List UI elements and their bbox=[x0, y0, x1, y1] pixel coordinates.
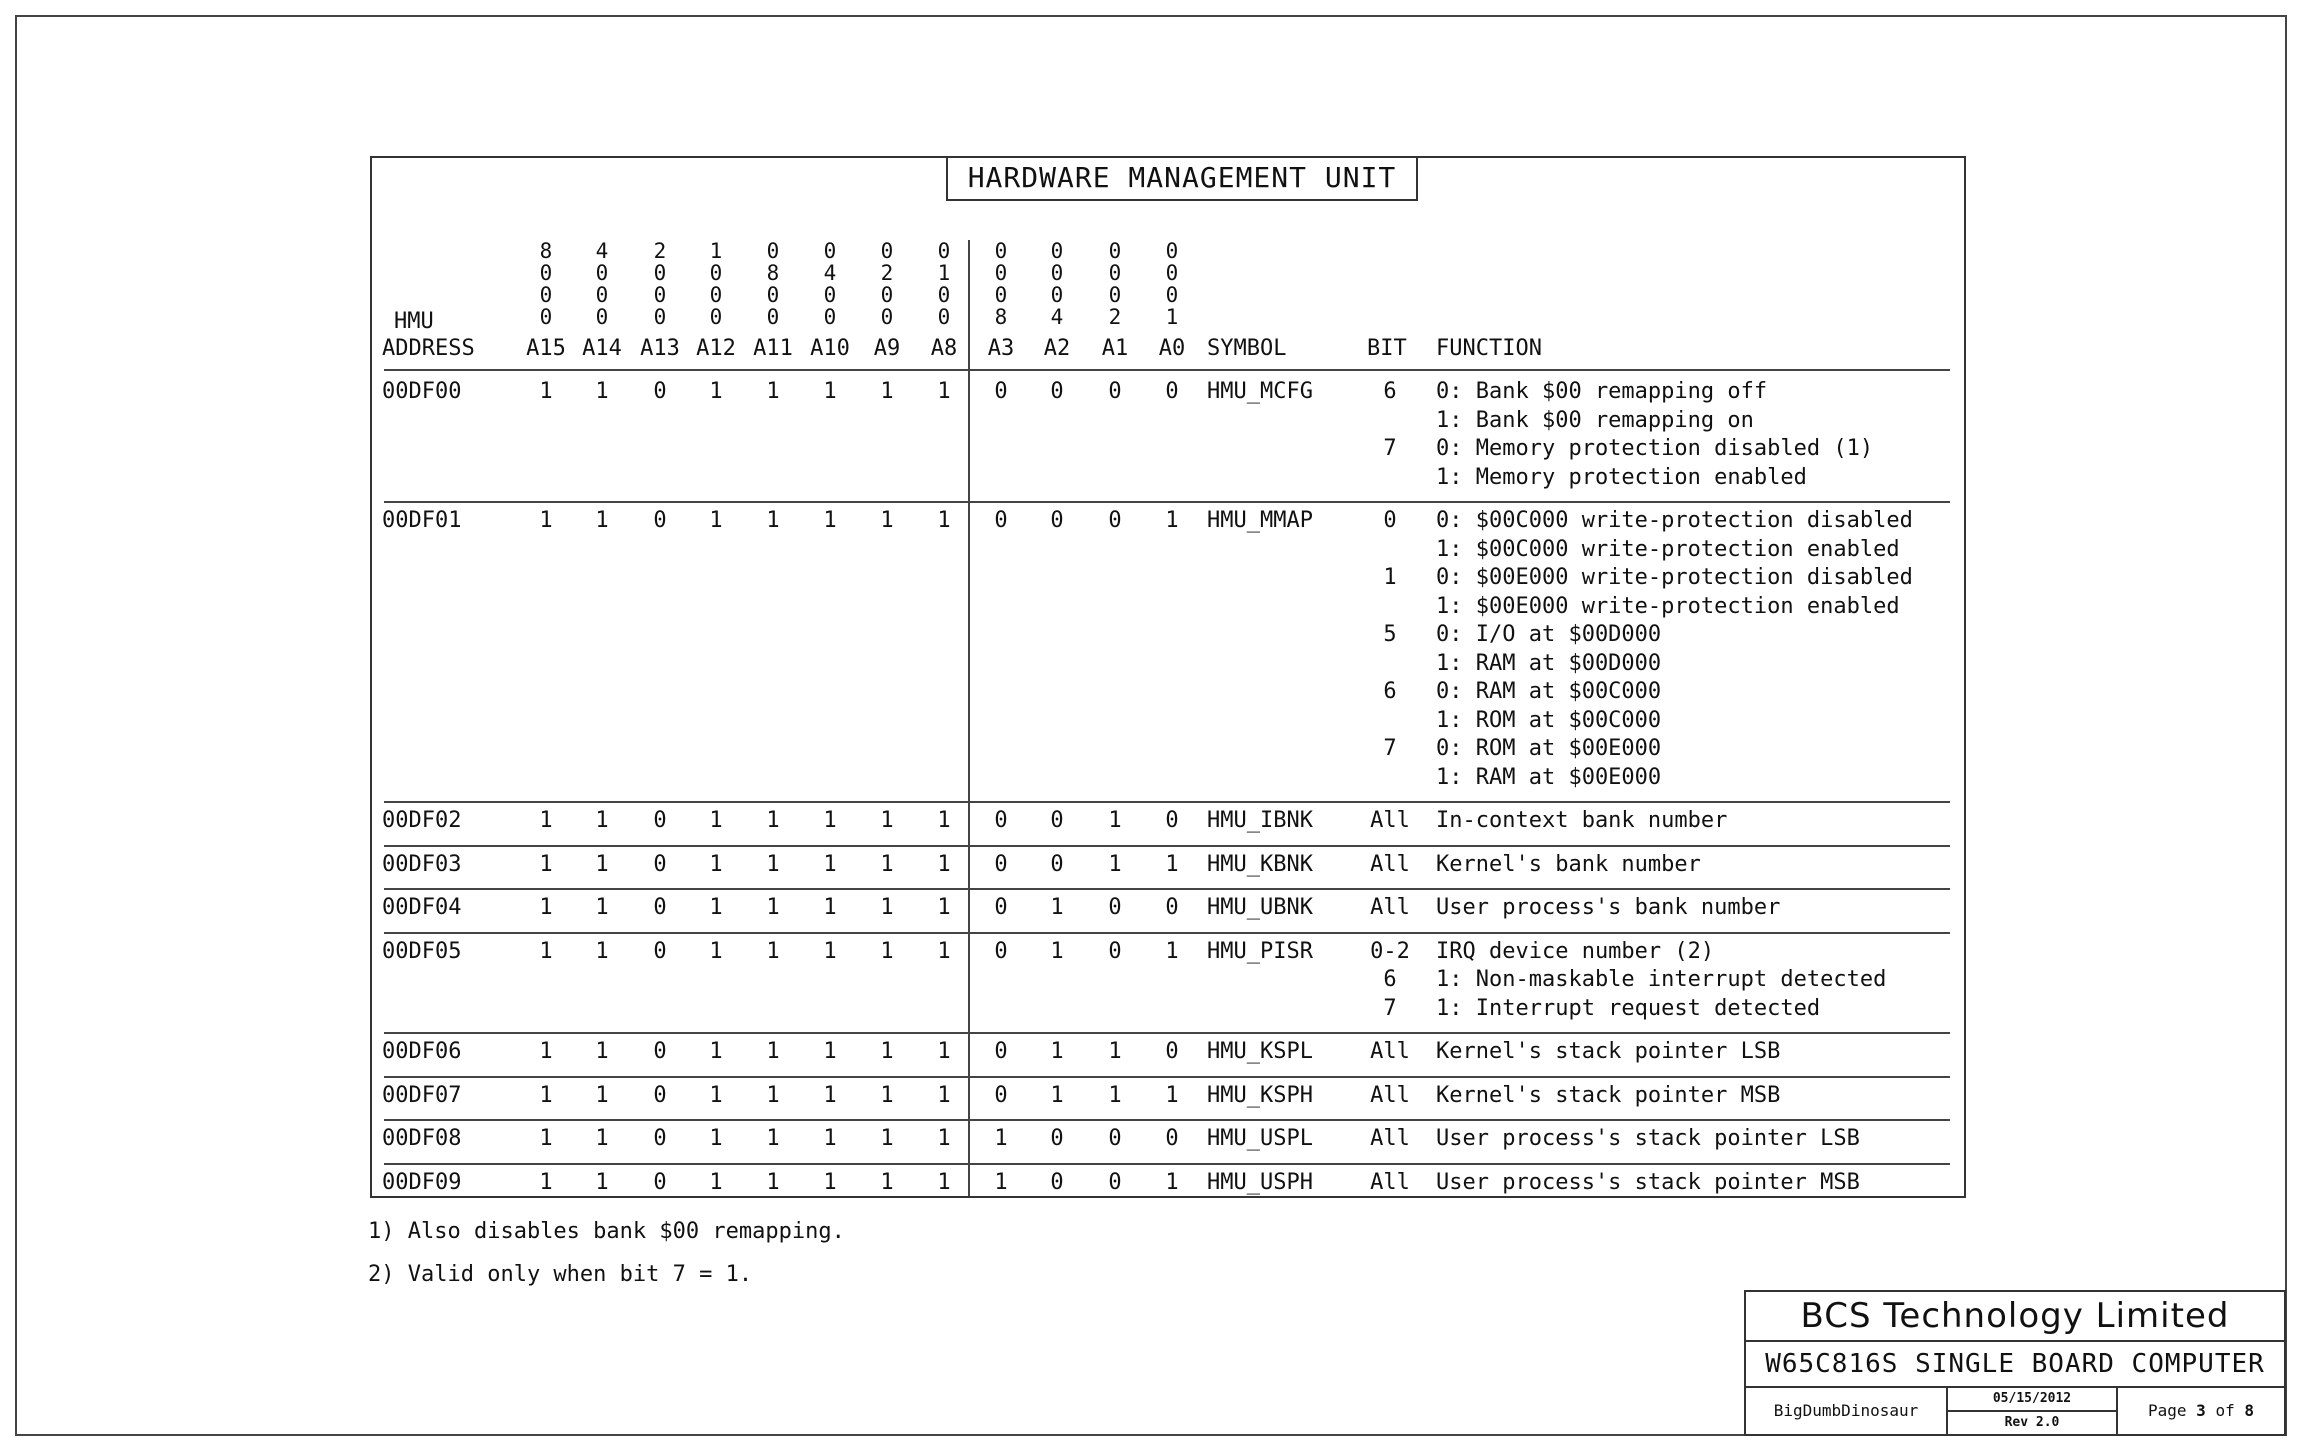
function-bit: 6 bbox=[1383, 379, 1397, 404]
register-symbol: HMU_UBNK bbox=[1207, 895, 1313, 920]
function-text: 0: $00E000 write-protection disabled bbox=[1436, 565, 1913, 590]
row-divider bbox=[384, 932, 1950, 934]
register-symbol: HMU_MMAP bbox=[1207, 508, 1313, 533]
register-address: 00DF07 bbox=[382, 1082, 462, 1108]
register-bit: 1 bbox=[937, 1082, 951, 1108]
header-a8: A8 bbox=[930, 336, 958, 361]
function-bit: 5 bbox=[1383, 622, 1397, 647]
register-bit: 0 bbox=[653, 895, 667, 920]
register-bit: 1 bbox=[709, 1169, 723, 1195]
register-bit: 1 bbox=[937, 508, 951, 533]
function-bit: 1 bbox=[1383, 565, 1397, 590]
register-bit: 1 bbox=[1165, 1082, 1179, 1108]
register-bit: 1 bbox=[937, 895, 951, 920]
bit-weight-digit: 0 bbox=[709, 305, 723, 329]
function-text: 1: $00E000 write-protection enabled bbox=[1436, 593, 1900, 619]
function-text: 0: I/O at $00D000 bbox=[1436, 622, 1662, 647]
register-bit: 0 bbox=[1108, 1126, 1122, 1151]
register-bit: 1 bbox=[823, 1126, 837, 1151]
register-bit: 1 bbox=[1165, 508, 1179, 533]
register-symbol: HMU_MCFG bbox=[1207, 379, 1313, 404]
author: BigDumbDinosaur bbox=[1746, 1388, 1948, 1434]
bit-weight-digit: 0 bbox=[880, 239, 894, 263]
bit-weight-digit: 2 bbox=[653, 239, 667, 263]
register-bit: 1 bbox=[539, 851, 553, 877]
header-function: FUNCTION bbox=[1436, 336, 1542, 361]
register-bit: 1 bbox=[880, 1082, 894, 1108]
header-a14: A14 bbox=[582, 336, 622, 361]
header-a13: A13 bbox=[640, 336, 680, 361]
register-symbol: HMU_USPL bbox=[1207, 1126, 1313, 1151]
register-bit: 1 bbox=[880, 851, 894, 877]
register-bit: 0 bbox=[1108, 1169, 1122, 1195]
page-of: of bbox=[2215, 1401, 2235, 1420]
register-bit: 0 bbox=[1050, 379, 1064, 404]
register-bit: 0 bbox=[653, 938, 667, 964]
register-address: 00DF06 bbox=[382, 1039, 462, 1064]
register-bit: 1 bbox=[823, 1169, 837, 1195]
function-bit: 0 bbox=[1383, 508, 1397, 533]
function-bit: 0-2 bbox=[1370, 938, 1410, 964]
bit-weight-digit: 0 bbox=[1108, 239, 1122, 263]
header-symbol: SYMBOL bbox=[1207, 336, 1287, 361]
function-text: 1: Memory protection enabled bbox=[1436, 464, 1807, 490]
header-a12: A12 bbox=[696, 336, 736, 361]
register-bit: 1 bbox=[880, 938, 894, 964]
register-address: 00DF05 bbox=[382, 938, 462, 964]
register-bit: 0 bbox=[653, 1126, 667, 1151]
register-bit: 0 bbox=[994, 895, 1008, 920]
revision: Rev 2.0 bbox=[2004, 1415, 2060, 1430]
header-a11: A11 bbox=[753, 336, 793, 361]
register-bit: 1 bbox=[880, 1126, 894, 1151]
register-address: 00DF03 bbox=[382, 851, 462, 877]
register-bit: 1 bbox=[1108, 1039, 1122, 1064]
register-bit: 1 bbox=[595, 1039, 609, 1064]
register-bit: 1 bbox=[880, 379, 894, 404]
register-bit: 0 bbox=[1050, 508, 1064, 533]
register-bit: 1 bbox=[766, 851, 780, 877]
bit-weight-digit: 8 bbox=[994, 305, 1008, 329]
footnote-1: 1) Also disables bank $00 remapping. bbox=[368, 1219, 845, 1244]
header-hmu: HMU bbox=[394, 309, 434, 334]
register-bit: 0 bbox=[1165, 895, 1179, 920]
register-bit: 1 bbox=[709, 808, 723, 833]
function-text: User process's stack pointer LSB bbox=[1436, 1126, 1860, 1151]
bit-weight-digit: 2 bbox=[880, 261, 894, 285]
register-bit: 0 bbox=[1108, 508, 1122, 533]
function-bit: All bbox=[1370, 1082, 1410, 1108]
function-text: 1: Bank $00 remapping on bbox=[1436, 407, 1754, 433]
row-divider bbox=[384, 501, 1950, 503]
register-bit: 1 bbox=[595, 1126, 609, 1151]
bit-weight-digit: 0 bbox=[1108, 283, 1122, 307]
register-bit: 1 bbox=[539, 895, 553, 920]
register-bit: 1 bbox=[539, 1169, 553, 1195]
register-bit: 1 bbox=[709, 938, 723, 964]
register-bit: 1 bbox=[937, 379, 951, 404]
bit-weight-digit: 4 bbox=[1050, 305, 1064, 329]
register-bit: 1 bbox=[880, 808, 894, 833]
register-bit: 1 bbox=[595, 938, 609, 964]
register-bit: 1 bbox=[539, 508, 553, 533]
register-address: 00DF00 bbox=[382, 379, 462, 404]
function-bit: All bbox=[1370, 895, 1410, 920]
bit-weight-digit: 0 bbox=[653, 305, 667, 329]
function-text: 0: ROM at $00E000 bbox=[1436, 736, 1662, 761]
page-total: 8 bbox=[2244, 1401, 2254, 1420]
register-bit: 1 bbox=[1050, 1039, 1064, 1064]
register-bit: 1 bbox=[709, 379, 723, 404]
bit-weight-digit: 0 bbox=[823, 305, 837, 329]
register-bit: 1 bbox=[1108, 1082, 1122, 1108]
register-address: 00DF01 bbox=[382, 508, 462, 533]
register-address: 00DF09 bbox=[382, 1169, 462, 1195]
function-bit: All bbox=[1370, 808, 1410, 833]
header-a1: A1 bbox=[1101, 336, 1129, 361]
function-bit: 6 bbox=[1383, 967, 1397, 992]
register-bit: 0 bbox=[994, 938, 1008, 964]
register-bit: 0 bbox=[1165, 1126, 1179, 1151]
register-bit: 1 bbox=[1165, 938, 1179, 964]
register-bit: 1 bbox=[595, 895, 609, 920]
row-divider bbox=[384, 845, 1950, 847]
header-a0: A0 bbox=[1158, 336, 1186, 361]
register-bit: 1 bbox=[766, 808, 780, 833]
register-bit: 0 bbox=[653, 808, 667, 833]
register-bit: 1 bbox=[766, 1039, 780, 1064]
register-bit: 1 bbox=[1165, 851, 1179, 877]
bit-weight-digit: 0 bbox=[994, 239, 1008, 263]
register-bit: 1 bbox=[595, 1169, 609, 1195]
register-bit: 1 bbox=[709, 1039, 723, 1064]
bit-weight-digit: 2 bbox=[1108, 305, 1122, 329]
register-bit: 1 bbox=[709, 851, 723, 877]
register-bit: 0 bbox=[1165, 379, 1179, 404]
function-bit: 7 bbox=[1383, 995, 1397, 1021]
function-bit: 7 bbox=[1383, 736, 1397, 761]
register-bit: 1 bbox=[937, 851, 951, 877]
register-bit: 0 bbox=[1050, 1169, 1064, 1195]
function-bit: All bbox=[1370, 1169, 1410, 1195]
register-bit: 0 bbox=[1108, 379, 1122, 404]
register-symbol: HMU_PISR bbox=[1207, 938, 1313, 964]
title-block bbox=[1744, 1290, 2286, 1436]
register-bit: 0 bbox=[1165, 808, 1179, 833]
register-bit: 0 bbox=[994, 379, 1008, 404]
function-bit: 6 bbox=[1383, 679, 1397, 704]
register-bit: 1 bbox=[937, 808, 951, 833]
register-bit: 1 bbox=[595, 379, 609, 404]
register-bit: 1 bbox=[1108, 808, 1122, 833]
register-bit: 0 bbox=[1165, 1039, 1179, 1064]
bit-weight-digit: 0 bbox=[653, 283, 667, 307]
register-bit: 1 bbox=[766, 1126, 780, 1151]
register-bit: 1 bbox=[766, 379, 780, 404]
register-bit: 1 bbox=[880, 895, 894, 920]
bit-weight-digit: 0 bbox=[653, 261, 667, 285]
register-symbol: HMU_IBNK bbox=[1207, 808, 1313, 833]
register-bit: 0 bbox=[994, 1039, 1008, 1064]
bit-weight-digit: 1 bbox=[1165, 305, 1179, 329]
register-bit: 1 bbox=[937, 1169, 951, 1195]
bit-weight-digit: 8 bbox=[766, 261, 780, 285]
register-bit: 1 bbox=[766, 1082, 780, 1108]
header-a9: A9 bbox=[873, 336, 901, 361]
register-bit: 0 bbox=[994, 851, 1008, 877]
register-bit: 0 bbox=[1050, 808, 1064, 833]
bit-weight-digit: 4 bbox=[823, 261, 837, 285]
function-text: Kernel's stack pointer MSB bbox=[1436, 1082, 1781, 1108]
register-bit: 1 bbox=[823, 895, 837, 920]
function-text: Kernel's stack pointer LSB bbox=[1436, 1039, 1781, 1064]
bit-weight-digit: 0 bbox=[709, 261, 723, 285]
company-name: BCS Technology Limited bbox=[1746, 1292, 2284, 1342]
register-bit: 1 bbox=[595, 851, 609, 877]
function-text: 1: RAM at $00D000 bbox=[1436, 650, 1662, 676]
register-bit: 0 bbox=[994, 508, 1008, 533]
register-bit: 0 bbox=[994, 1082, 1008, 1108]
register-address: 00DF08 bbox=[382, 1126, 462, 1151]
bit-weight-digit: 8 bbox=[539, 239, 553, 263]
register-bit: 1 bbox=[823, 851, 837, 877]
register-bit: 1 bbox=[994, 1126, 1008, 1151]
register-symbol: HMU_KSPL bbox=[1207, 1039, 1313, 1064]
function-bit: All bbox=[1370, 851, 1410, 877]
register-bit: 0 bbox=[653, 1039, 667, 1064]
register-symbol: HMU_USPH bbox=[1207, 1169, 1313, 1195]
register-bit: 1 bbox=[823, 508, 837, 533]
register-bit: 0 bbox=[653, 1082, 667, 1108]
bit-weight-digit: 0 bbox=[709, 283, 723, 307]
register-bit: 1 bbox=[1108, 851, 1122, 877]
register-bit: 1 bbox=[937, 938, 951, 964]
bit-weight-digit: 0 bbox=[937, 305, 951, 329]
function-bit: 7 bbox=[1383, 436, 1397, 461]
bit-weight-digit: 1 bbox=[937, 261, 951, 285]
register-bit: 0 bbox=[1108, 895, 1122, 920]
register-bit: 0 bbox=[653, 508, 667, 533]
register-bit: 1 bbox=[709, 508, 723, 533]
header-a2: A2 bbox=[1043, 336, 1071, 361]
bit-weight-digit: 0 bbox=[1108, 261, 1122, 285]
register-bit: 1 bbox=[595, 508, 609, 533]
bit-weight-digit: 0 bbox=[1050, 239, 1064, 263]
register-bit: 1 bbox=[1165, 1169, 1179, 1195]
bit-weight-digit: 0 bbox=[539, 261, 553, 285]
register-bit: 1 bbox=[539, 1126, 553, 1151]
bit-weight-digit: 4 bbox=[595, 239, 609, 263]
register-bit: 1 bbox=[1050, 938, 1064, 964]
register-bit: 1 bbox=[880, 1039, 894, 1064]
bit-weight-digit: 0 bbox=[1165, 239, 1179, 263]
bit-weight-digit: 0 bbox=[766, 239, 780, 263]
function-text: 0: RAM at $00C000 bbox=[1436, 679, 1662, 704]
register-bit: 1 bbox=[539, 1082, 553, 1108]
register-bit: 1 bbox=[1050, 895, 1064, 920]
register-bit: 1 bbox=[1050, 1082, 1064, 1108]
function-bit: All bbox=[1370, 1126, 1410, 1151]
header-a10: A10 bbox=[810, 336, 850, 361]
bit-weight-digit: 0 bbox=[994, 261, 1008, 285]
bit-weight-digit: 1 bbox=[709, 239, 723, 263]
bit-weight-digit: 0 bbox=[1165, 283, 1179, 307]
register-bit: 1 bbox=[766, 895, 780, 920]
function-text: Kernel's bank number bbox=[1436, 851, 1701, 877]
function-text: IRQ device number (2) bbox=[1436, 938, 1715, 964]
register-bit: 1 bbox=[766, 1169, 780, 1195]
nibble-divider bbox=[968, 240, 970, 1196]
bit-weight-digit: 0 bbox=[1050, 283, 1064, 307]
register-address: 00DF04 bbox=[382, 895, 462, 920]
register-bit: 1 bbox=[766, 938, 780, 964]
function-text: User process's bank number bbox=[1436, 895, 1781, 920]
footnote-2: 2) Valid only when bit 7 = 1. bbox=[368, 1262, 753, 1287]
bit-weight-digit: 0 bbox=[595, 305, 609, 329]
row-divider bbox=[384, 1032, 1950, 1034]
project-name: W65C816S SINGLE BOARD COMPUTER bbox=[1746, 1342, 2284, 1388]
header-a3: A3 bbox=[987, 336, 1015, 361]
function-bit: All bbox=[1370, 1039, 1410, 1064]
register-bit: 1 bbox=[709, 1082, 723, 1108]
page-number bbox=[2118, 1388, 2284, 1434]
bit-weight-digit: 0 bbox=[880, 283, 894, 307]
register-bit: 0 bbox=[1050, 851, 1064, 877]
register-bit: 0 bbox=[1050, 1126, 1064, 1151]
function-text: User process's stack pointer MSB bbox=[1436, 1169, 1860, 1195]
header-address: ADDRESS bbox=[382, 336, 475, 361]
register-bit: 0 bbox=[653, 851, 667, 877]
register-bit: 1 bbox=[937, 1126, 951, 1151]
register-bit: 1 bbox=[823, 938, 837, 964]
bit-weight-digit: 0 bbox=[823, 239, 837, 263]
header-rule bbox=[384, 369, 1950, 371]
function-text: 1: ROM at $00C000 bbox=[1436, 707, 1662, 733]
register-symbol: HMU_KSPH bbox=[1207, 1082, 1313, 1108]
bit-weight-digit: 0 bbox=[539, 305, 553, 329]
register-bit: 1 bbox=[880, 508, 894, 533]
register-bit: 1 bbox=[823, 1039, 837, 1064]
register-bit: 1 bbox=[539, 938, 553, 964]
bit-weight-digit: 0 bbox=[766, 283, 780, 307]
register-bit: 1 bbox=[709, 1126, 723, 1151]
row-divider bbox=[384, 888, 1950, 890]
register-bit: 1 bbox=[539, 808, 553, 833]
bit-weight-digit: 0 bbox=[766, 305, 780, 329]
function-text: 1: Non-maskable interrupt detected bbox=[1436, 967, 1887, 992]
function-text: 0: $00C000 write-protection disabled bbox=[1436, 508, 1913, 533]
function-text: In-context bank number bbox=[1436, 808, 1728, 833]
register-bit: 1 bbox=[709, 895, 723, 920]
register-bit: 1 bbox=[823, 1082, 837, 1108]
bit-weight-digit: 0 bbox=[1050, 261, 1064, 285]
bit-weight-digit: 0 bbox=[937, 239, 951, 263]
date: 05/15/2012 bbox=[1948, 1388, 2116, 1412]
function-text: 0: Memory protection disabled (1) bbox=[1436, 436, 1874, 461]
row-divider bbox=[384, 1119, 1950, 1121]
register-bit: 1 bbox=[595, 1082, 609, 1108]
bit-weight-digit: 0 bbox=[1165, 261, 1179, 285]
bit-weight-digit: 0 bbox=[880, 305, 894, 329]
register-bit: 0 bbox=[653, 1169, 667, 1195]
row-divider bbox=[384, 1163, 1950, 1165]
function-text: 1: $00C000 write-protection enabled bbox=[1436, 536, 1900, 562]
function-text: 1: Interrupt request detected bbox=[1436, 995, 1821, 1021]
row-divider bbox=[384, 1076, 1950, 1078]
register-bit: 0 bbox=[1108, 938, 1122, 964]
bit-weight-digit: 0 bbox=[994, 283, 1008, 307]
table-title: HARDWARE MANAGEMENT UNIT bbox=[946, 156, 1418, 201]
bit-weight-digit: 0 bbox=[823, 283, 837, 307]
header-bit: BIT bbox=[1367, 336, 1407, 361]
register-bit: 1 bbox=[994, 1169, 1008, 1195]
bit-weight-digit: 0 bbox=[595, 261, 609, 285]
bit-weight-digit: 0 bbox=[937, 283, 951, 307]
function-text: 1: RAM at $00E000 bbox=[1436, 764, 1662, 790]
register-bit: 1 bbox=[539, 379, 553, 404]
register-address: 00DF02 bbox=[382, 808, 462, 833]
register-bit: 1 bbox=[937, 1039, 951, 1064]
bit-weight-digit: 0 bbox=[595, 283, 609, 307]
register-bit: 1 bbox=[823, 379, 837, 404]
register-symbol: HMU_KBNK bbox=[1207, 851, 1313, 877]
register-bit: 1 bbox=[823, 808, 837, 833]
register-bit: 1 bbox=[539, 1039, 553, 1064]
header-a15: A15 bbox=[526, 336, 566, 361]
register-bit: 1 bbox=[595, 808, 609, 833]
register-bit: 1 bbox=[880, 1169, 894, 1195]
row-divider bbox=[384, 801, 1950, 803]
register-bit: 0 bbox=[653, 379, 667, 404]
function-text: 0: Bank $00 remapping off bbox=[1436, 379, 1768, 404]
register-bit: 0 bbox=[994, 808, 1008, 833]
page-label: Page bbox=[2148, 1401, 2187, 1420]
bit-weight-digit: 0 bbox=[539, 283, 553, 307]
register-bit: 1 bbox=[766, 508, 780, 533]
page-current: 3 bbox=[2196, 1401, 2206, 1420]
